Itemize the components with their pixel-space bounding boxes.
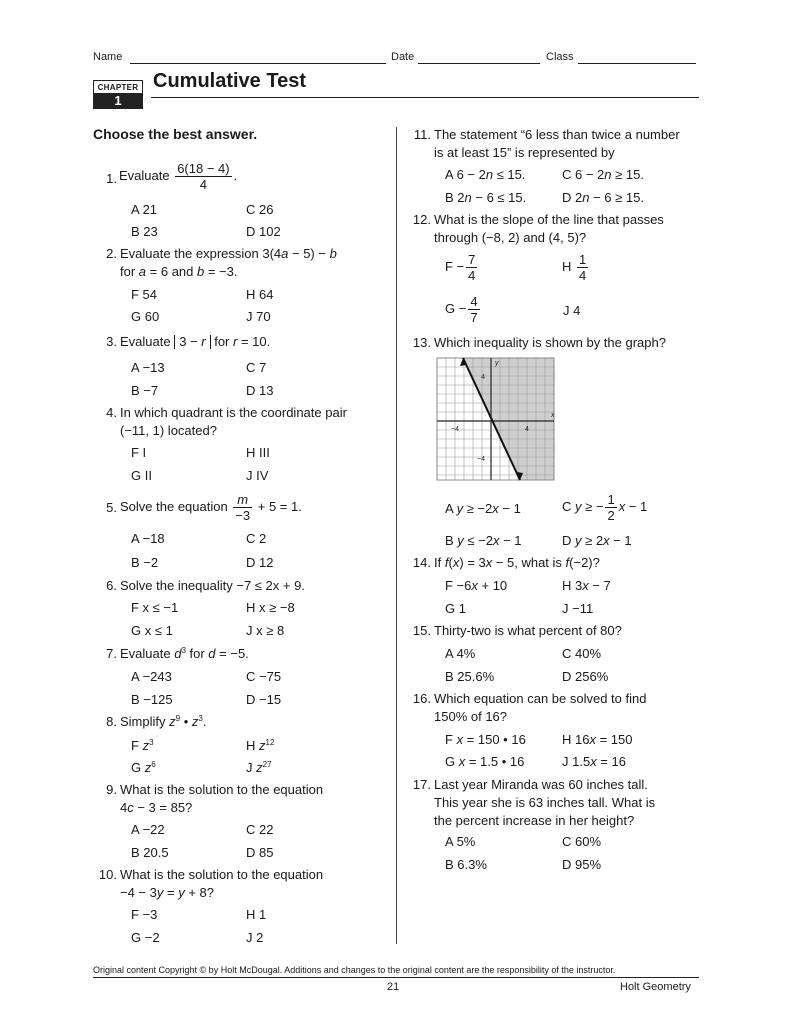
question-5: 5. Solve the equation $\frac{m}{-3}$ + 5 = 1.: [106, 492, 302, 523]
y-tick-neg4: −4: [477, 456, 485, 463]
name-label: Name: [93, 51, 123, 63]
footer-rule: [93, 977, 699, 978]
q12-option-j[interactable]: J 4: [563, 303, 581, 318]
copyright-notice: Original content Copyright © by Holt McDougal. Additions and changes to the original content are the responsibility of the instructor.: [93, 965, 616, 975]
q12-option-g[interactable]: G − $\frac{4}{7}$: [445, 294, 478, 325]
q16-option-j[interactable]: J 1.5x = 16: [562, 754, 626, 769]
q10-option-g[interactable]: G −2: [131, 930, 160, 945]
q6-option-f[interactable]: F x ≤ −1: [131, 600, 179, 615]
q4-option-g[interactable]: G II: [131, 468, 152, 483]
q11-option-b[interactable]: B 2n − 6 ≤ 15.: [445, 190, 527, 205]
q14-option-f[interactable]: F −6x + 10: [445, 578, 508, 593]
q4-option-j[interactable]: J IV: [246, 468, 269, 483]
q12-option-f[interactable]: F − $\frac{7}{4}$: [445, 252, 476, 283]
q1-option-c[interactable]: C 26: [246, 202, 274, 217]
y-axis-label: y: [495, 360, 499, 367]
q8-option-f[interactable]: F $z^3$: [131, 738, 154, 753]
date-field[interactable]: [418, 51, 540, 64]
question-12: 12. What is the slope of the line that passes through (−8, 2) and (4, 5)?: [412, 212, 664, 245]
q7-option-b[interactable]: B −125: [131, 692, 173, 707]
q10-option-j[interactable]: J 2: [246, 930, 264, 945]
x-axis-label: x: [551, 412, 555, 419]
q14-option-j[interactable]: J −11: [562, 601, 594, 616]
q15-option-b[interactable]: B 25.6%: [445, 669, 495, 684]
inequality-graph: [432, 355, 558, 484]
q15-option-c[interactable]: C 40%: [562, 646, 602, 661]
q17-option-a[interactable]: A 5%: [445, 834, 476, 849]
q2-option-f[interactable]: F 54: [131, 287, 158, 302]
q14-option-h[interactable]: H 3x − 7: [562, 578, 611, 593]
q4-option-h[interactable]: H III: [246, 445, 270, 460]
question-8: 8. Simplify $z^9$ • $z^3$.: [106, 714, 207, 729]
q13-option-a[interactable]: A y ≥ −2x − 1: [445, 501, 521, 516]
q7-option-c[interactable]: C −75: [246, 669, 282, 684]
q5-option-a[interactable]: A −18: [131, 531, 165, 546]
question-6: 6. Solve the inequality −7 ≤ 2x + 9.: [106, 578, 305, 593]
q17-option-b[interactable]: B 6.3%: [445, 857, 487, 872]
q3-option-a[interactable]: A −13: [131, 360, 165, 375]
q16-option-g[interactable]: G x = 1.5 • 16: [445, 754, 525, 769]
q3-option-c[interactable]: C 7: [246, 360, 267, 375]
q1-option-a[interactable]: A 21: [131, 202, 158, 217]
q5-option-c[interactable]: C 2: [246, 531, 267, 546]
q3-option-d[interactable]: D 13: [246, 383, 274, 398]
y-tick-4: 4: [481, 374, 485, 381]
question-14: 14. If f(x) = 3x − 5, what is f(−2)?: [412, 555, 600, 570]
q11-option-a[interactable]: A 6 − 2n ≤ 15.: [445, 167, 526, 182]
q9-option-c[interactable]: C 22: [246, 822, 274, 837]
page-title: Cumulative Test: [153, 70, 306, 92]
q10-option-h[interactable]: H 1: [246, 907, 267, 922]
class-label: Class: [546, 51, 574, 63]
q13-option-c[interactable]: C y ≥ − $\frac{1}{2}$ x − 1: [562, 492, 648, 523]
q2-option-g[interactable]: G 60: [131, 309, 160, 324]
q9-option-d[interactable]: D 85: [246, 845, 274, 860]
q12-option-h[interactable]: H $\frac{1}{4}$: [562, 252, 587, 283]
q9-option-a[interactable]: A −22: [131, 822, 165, 837]
q8-option-g[interactable]: G $z^6$: [131, 760, 156, 775]
question-10: 10. What is the solution to the equation −4 − 3y = y + 8?: [98, 867, 324, 900]
page-number: 21: [387, 981, 400, 993]
q15-option-a[interactable]: A 4%: [445, 646, 476, 661]
q6-option-h[interactable]: H x ≥ −8: [246, 600, 295, 615]
q16-option-h[interactable]: H 16x = 150: [562, 732, 633, 747]
q13-option-b[interactable]: B y ≤ −2x − 1: [445, 533, 522, 548]
q8-option-j[interactable]: J $z^{27}$: [246, 760, 272, 775]
q2-option-h[interactable]: H 64: [246, 287, 274, 302]
question-9: 9. What is the solution to the equation 4c − 3 = 85?: [106, 782, 324, 815]
q9-option-b[interactable]: B 20.5: [131, 845, 169, 860]
question-4: 4. In which quadrant is the coordinate pair (−11, 1) located?: [106, 405, 347, 438]
date-label: Date: [391, 51, 415, 63]
q16-option-f[interactable]: F x = 150 • 16: [445, 732, 526, 747]
question-15: 15. Thirty-two is what percent of 80?: [412, 623, 622, 638]
q2-option-j[interactable]: J 70: [246, 309, 271, 324]
question-1: 1. Evaluate $\frac{6(18 - 4)}{4}$ .: [106, 161, 238, 192]
q1-option-b[interactable]: B 23: [131, 224, 158, 239]
q17-option-d[interactable]: D 95%: [562, 857, 602, 872]
question-2: 2. Evaluate the expression 3(4a − 5) − b for a = 6 and b = −3.: [106, 246, 337, 279]
q5-option-b[interactable]: B −2: [131, 555, 159, 570]
q13-option-d[interactable]: D y ≥ 2x − 1: [562, 533, 632, 548]
title-rule: [151, 97, 699, 98]
chapter-badge: [93, 80, 143, 109]
question-17: 17. Last year Miranda was 60 inches tall. This year she is 63 inches tall. What is the percent increase in her height?: [412, 777, 656, 828]
q10-option-f[interactable]: F −3: [131, 907, 158, 922]
x-tick-neg4: −4: [451, 426, 459, 433]
chapter-label: CHAPTER: [97, 83, 139, 92]
question-11: 11. The statement “6 less than twice a number is at least 15” is represented by: [413, 127, 680, 160]
x-tick-4: 4: [525, 426, 529, 433]
q3-option-b[interactable]: B −7: [131, 383, 159, 398]
q4-option-f[interactable]: F I: [131, 445, 147, 460]
q15-option-d[interactable]: D 256%: [562, 669, 609, 684]
question-7: 7. Evaluate $d^3$ for d = −5.: [106, 646, 249, 661]
class-field[interactable]: [578, 51, 696, 64]
q1-option-d[interactable]: D 102: [246, 224, 281, 239]
name-field[interactable]: [130, 51, 386, 64]
q6-option-j[interactable]: J x ≥ 8: [246, 623, 285, 638]
q8-option-h[interactable]: H $z^{12}$: [246, 738, 275, 753]
q11-option-d[interactable]: D 2n − 6 ≥ 15.: [562, 190, 644, 205]
q14-option-g[interactable]: G 1: [445, 601, 466, 616]
q5-option-d[interactable]: D 12: [246, 555, 274, 570]
q6-option-g[interactable]: G x ≤ 1: [131, 623, 173, 638]
q7-option-a[interactable]: A −243: [131, 669, 172, 684]
q11-option-c[interactable]: C 6 − 2n ≥ 15.: [562, 167, 644, 182]
section-heading: Choose the best answer.: [93, 126, 258, 142]
q17-option-c[interactable]: C 60%: [562, 834, 602, 849]
question-16: 16. Which equation can be solved to find 150% of 16?: [412, 691, 647, 724]
column-divider: [396, 127, 397, 944]
q7-option-d[interactable]: D −15: [246, 692, 282, 707]
chapter-number: 1: [94, 93, 142, 108]
question-3: 3. Evaluate 3 − r for r = 10.: [106, 334, 271, 349]
question-13: 13. Which inequality is shown by the graph?: [412, 335, 666, 350]
book-title: Holt Geometry: [620, 981, 691, 993]
